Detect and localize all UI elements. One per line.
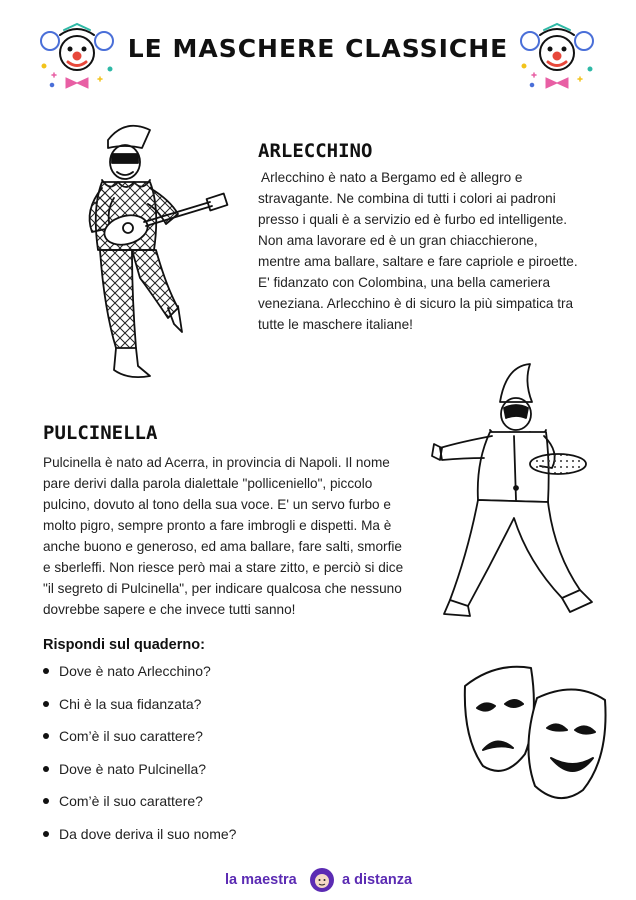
arlecchino-illustration [70,118,250,384]
pulcinella-paragraph [43,452,433,620]
pulcinella-heading: PULCINELLA [43,422,158,444]
paragraph-line: pulcino, dovuto al tono della sua voce. E' un servo furbo e [43,497,391,512]
paragraph-line: stravagante. Ne combina di tutti i colori ai padroni [258,191,556,206]
paragraph-line: presso i quali è a servizio ed è furbo ed intelligente. [258,212,568,227]
page-title: LE MASCHERE CLASSICHE [127,34,509,63]
list-item [43,726,403,759]
list-item [43,791,403,824]
paragraph-line: Non ama lavorare ed è un gran chiacchierone, [258,233,538,248]
paragraph-line: veneziana. Arlecchino è di sicuro la più simpatica tra [258,296,574,311]
bullet-icon [43,766,49,772]
question-text: Da dove deriva il suo nome? [59,825,237,842]
paragraph-line: "il segreto di Pulcinella", per indicare qualcosa che nessuno [43,581,402,596]
footer-text-left: la maestra [225,872,297,888]
list-item [43,694,403,727]
arlecchino-heading: ARLECCHINO [258,140,373,162]
questions-title: Rispondi sul quaderno: [43,637,205,653]
questions-list [43,661,403,857]
list-item [43,759,403,792]
clown-face-icon [520,21,594,95]
bullet-icon [43,798,49,804]
bullet-icon [43,668,49,674]
question-text: Dove è nato Pulcinella? [59,760,207,777]
question-text: Dove è nato Arlecchino? [59,663,211,679]
list-item [43,824,403,857]
paragraph-line: E' fidanzato con Colombina, una bella cameriera [258,275,551,290]
paragraph-line: anche buono e generoso, ed ama ballare, fare salti, smorfie [43,539,402,554]
list-item [43,661,403,694]
paragraph-line: mentre ama ballare, saltare e fare capriole e piroette. [258,254,578,269]
theater-masks-icon [455,658,615,808]
pulcinella-illustration [420,362,600,624]
footer-brand [200,866,436,896]
clown-face-icon [40,21,114,95]
bullet-icon [43,701,49,707]
paragraph-line: Pulcinella è nato ad Acerra, in provincia di Napoli. Il nome [43,455,390,470]
question-text: Com’è il suo carattere? [59,793,203,810]
bullet-icon [43,733,49,739]
question-text: Com’è il suo carattere? [59,728,203,745]
question-text: Chi è la sua fidanzata? [59,695,202,712]
paragraph-line: pare derivi dalla parola dialettale "polliceniello", piccolo [43,476,373,491]
bullet-icon [43,831,49,837]
arlecchino-paragraph [258,167,608,335]
teacher-avatar-icon [309,866,335,894]
paragraph-line: Arlecchino è nato a Bergamo ed è allegro e [258,170,523,185]
paragraph-line: molto pigro, sempre pronto a fare imbrogli e dispetti. Ma è [43,518,392,533]
paragraph-line: e sberleffi. Non riesce però mai a stare zitto, e perciò si dice [43,560,404,575]
paragraph-line: dovrebbe sapere e che invece tutti sanno! [43,602,296,617]
paragraph-line: tutte le maschere italiane! [258,317,413,332]
footer-text-right: a distanza [342,872,413,888]
